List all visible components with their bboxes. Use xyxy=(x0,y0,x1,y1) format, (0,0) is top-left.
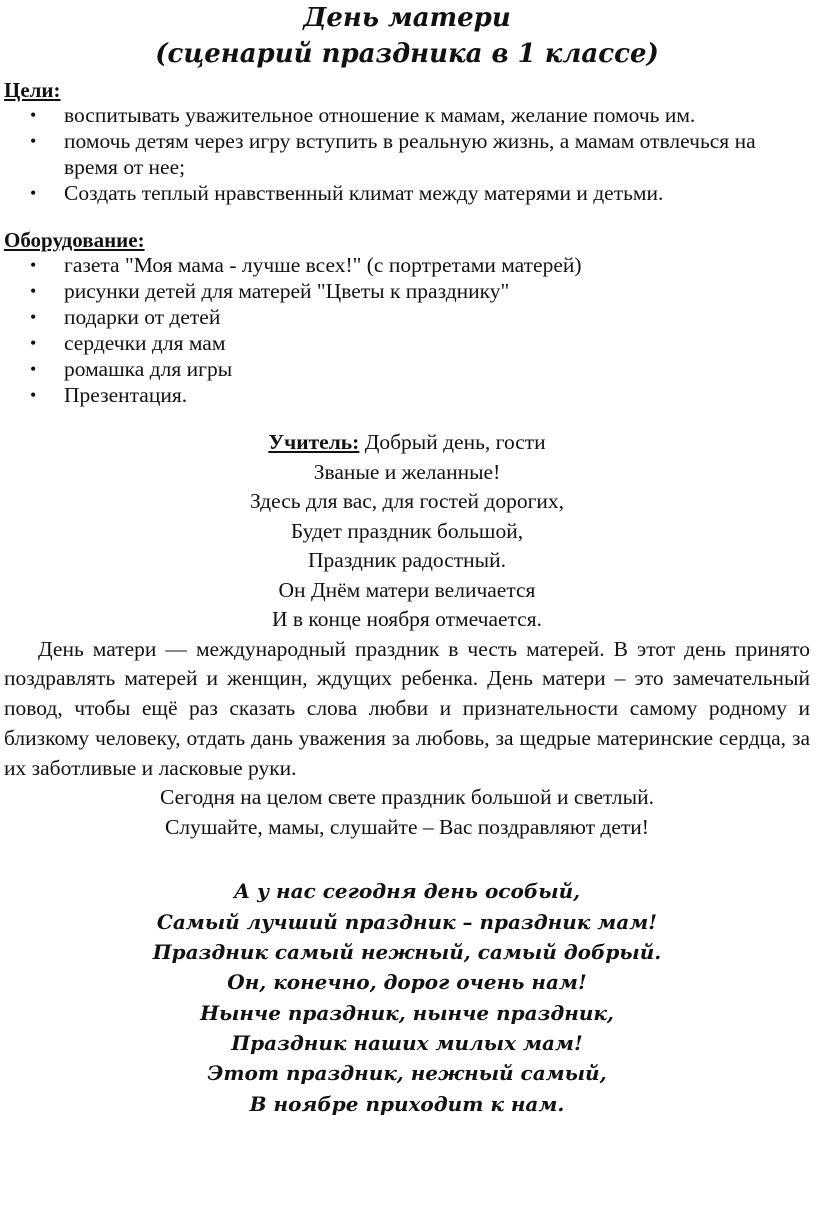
teacher-greeting xyxy=(4,428,810,635)
poem-line: Самый лучший праздник – праздник мам! xyxy=(156,909,658,934)
closing-lines xyxy=(4,783,810,842)
goals-list xyxy=(4,102,810,206)
list-item: • рисунки детей для матерей "Цветы к празднику" xyxy=(30,278,810,304)
list-item: • Презентация. xyxy=(30,382,810,408)
list-item: • газета "Моя мама - лучше всех!" (с портретами матерей) xyxy=(30,252,810,278)
title-line-2: (сценарий праздника в 1 классе) xyxy=(155,39,659,69)
verse-line: Здесь для вас, для гостей дорогих, xyxy=(249,489,565,513)
poem xyxy=(4,876,810,1118)
closing-line: Сегодня на целом свете праздник большой и светлый. xyxy=(160,785,654,810)
list-item: • сердечки для мам xyxy=(30,330,810,356)
body-paragraph: День матери — международный праздник в честь матерей. В этот день принято поздравлять матерей и женщин, ждущих ребенка. День матери – это замечательный повод, чтобы ещё раз сказать слова любви и признательности самому родному и близкому человеку, отдать дань уважения за любовь, за щедрые материнские сердца, за их заботливые и ласковые руки. xyxy=(4,636,810,780)
poem-line: В ноябре приходит к нам. xyxy=(249,1091,565,1116)
closing-line: Слушайте, мамы, слушайте – Вас поздравляют дети! xyxy=(165,814,649,839)
poem-line: Праздник наших милых мам! xyxy=(231,1030,583,1055)
verse-line: И в конце ноября отмечается. xyxy=(272,607,542,631)
teacher-first-line xyxy=(4,428,810,458)
poem-line: Нынче праздник, нынче праздник, xyxy=(200,1000,614,1025)
verse-line: Праздник радостный. xyxy=(308,548,506,572)
equipment-list xyxy=(4,252,810,408)
verse-line: Будет праздник большой, xyxy=(290,518,524,543)
poem-line: Праздник самый нежный, самый добрый. xyxy=(152,940,662,965)
page-title xyxy=(4,0,810,72)
verse-line: Он Днём матери величается xyxy=(278,577,536,602)
equipment-heading: Оборудование: xyxy=(4,228,145,252)
poem-line: А у нас сегодня день особый, xyxy=(233,879,581,904)
list-item: • воспитывать уважительное отношение к мамам, желание помочь им. xyxy=(30,102,810,128)
poem-line: Он, конечно, дорог очень нам! xyxy=(227,970,587,995)
verse-line: Званые и желанные! xyxy=(313,459,501,484)
goals-heading: Цели: xyxy=(4,78,61,102)
poem-line: Этот праздник, нежный самый, xyxy=(207,1061,607,1086)
teacher-first-text: Добрый день, гости xyxy=(359,430,546,454)
title-line-1: День матери xyxy=(303,3,511,33)
list-item: • ромашка для игры xyxy=(30,356,810,382)
teacher-label: Учитель: xyxy=(268,430,360,454)
list-item: • помочь детям через игру вступить в реальную жизнь, а мамам отвлечься на время от нее; xyxy=(30,128,810,180)
list-item: • подарки от детей xyxy=(30,304,810,330)
list-item: • Создать теплый нравственный климат между матерями и детьми. xyxy=(30,180,810,206)
